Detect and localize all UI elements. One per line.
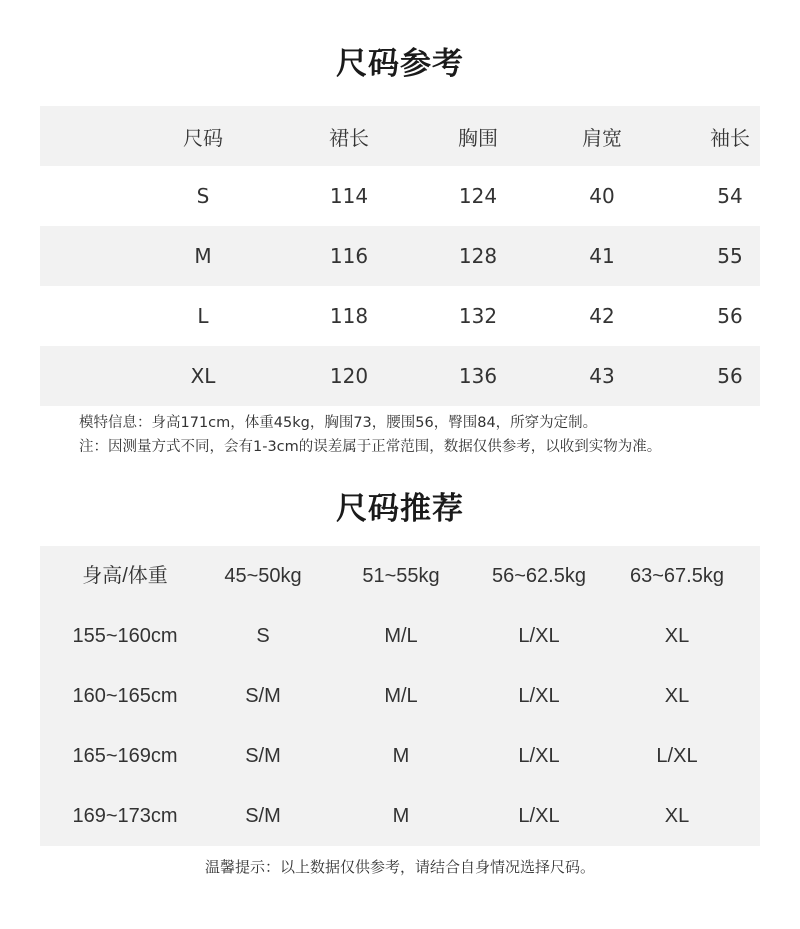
table-header-cell: 袖长 xyxy=(710,125,750,150)
table-row xyxy=(40,226,760,286)
table-cell: S/M xyxy=(245,685,281,707)
table-cell: 124 xyxy=(458,184,498,208)
table-cell: S/M xyxy=(245,745,281,767)
table-cell: 55 xyxy=(717,244,743,268)
table-header-row xyxy=(40,546,760,606)
size-recommendation-title: 尺码推荐 xyxy=(336,491,464,527)
table-cell: 128 xyxy=(458,244,498,268)
table-cell: S xyxy=(196,184,210,208)
table-cell: XL xyxy=(190,364,216,388)
table-cell: L/XL xyxy=(656,745,698,767)
table-header-cell: 身高/体重 xyxy=(82,565,168,587)
table-cell: S/M xyxy=(245,805,281,827)
table-header-cell: 尺码 xyxy=(183,125,223,150)
table-cell: 165~169cm xyxy=(72,745,178,767)
table-cell: M/L xyxy=(384,625,418,647)
table-cell: S xyxy=(256,625,270,647)
table-cell: 160~165cm xyxy=(72,685,178,707)
table-cell: 42 xyxy=(589,304,615,328)
table-cell: 169~173cm xyxy=(72,805,178,827)
size-reference-table xyxy=(40,106,760,406)
table-header-cell: 胸围 xyxy=(458,125,498,150)
table-cell: 132 xyxy=(458,304,498,328)
table-cell: 155~160cm xyxy=(72,625,178,647)
table-header-cell: 裙长 xyxy=(329,125,369,150)
table-cell: 41 xyxy=(589,244,615,268)
table-header-cell: 肩宽 xyxy=(582,125,622,150)
table-cell: XL xyxy=(664,685,690,707)
table-row xyxy=(40,286,760,346)
table-cell: L xyxy=(197,304,209,328)
table-header-cell: 45~50kg xyxy=(224,565,302,587)
table-cell: 120 xyxy=(329,364,369,388)
size-reference-title: 尺码参考 xyxy=(336,46,464,82)
table-cell: 40 xyxy=(589,184,615,208)
table-cell: L/XL xyxy=(518,625,560,647)
table-cell: M xyxy=(392,805,410,827)
table-cell: L/XL xyxy=(518,685,560,707)
model-info-note: 模特信息：身高171cm，体重45kg，胸围73，腰围56，臀围84，所穿为定制。 xyxy=(79,415,598,431)
size-recommendation-table xyxy=(40,546,760,846)
table-cell: XL xyxy=(664,805,690,827)
table-cell: 56 xyxy=(717,304,743,328)
table-row xyxy=(40,726,760,786)
table-cell: 54 xyxy=(717,184,743,208)
table-row xyxy=(40,786,760,846)
table-header-cell: 63~67.5kg xyxy=(630,565,724,587)
measurement-note: 注：因测量方式不同，会有1-3cm的误差属于正常范围，数据仅供参考，以收到实物为准。 xyxy=(79,439,662,455)
table-row xyxy=(40,166,760,226)
table-cell: 43 xyxy=(589,364,615,388)
table-row xyxy=(40,346,760,406)
table-cell: 118 xyxy=(329,304,369,328)
table-cell: L/XL xyxy=(518,805,560,827)
table-cell: M xyxy=(392,745,410,767)
table-cell: M/L xyxy=(384,685,418,707)
table-cell: 56 xyxy=(717,364,743,388)
table-cell: XL xyxy=(664,625,690,647)
table-cell: M xyxy=(194,244,212,268)
warm-tip-note: 温馨提示：以上数据仅供参考，请结合自身情况选择尺码。 xyxy=(204,858,595,876)
table-header-row xyxy=(40,106,760,166)
table-cell: 114 xyxy=(329,184,369,208)
table-cell: L/XL xyxy=(518,745,560,767)
table-cell: 116 xyxy=(329,244,369,268)
table-row xyxy=(40,666,760,726)
table-row xyxy=(40,606,760,666)
table-cell: 136 xyxy=(458,364,498,388)
table-header-cell: 56~62.5kg xyxy=(492,565,586,587)
table-header-cell: 51~55kg xyxy=(362,565,440,587)
